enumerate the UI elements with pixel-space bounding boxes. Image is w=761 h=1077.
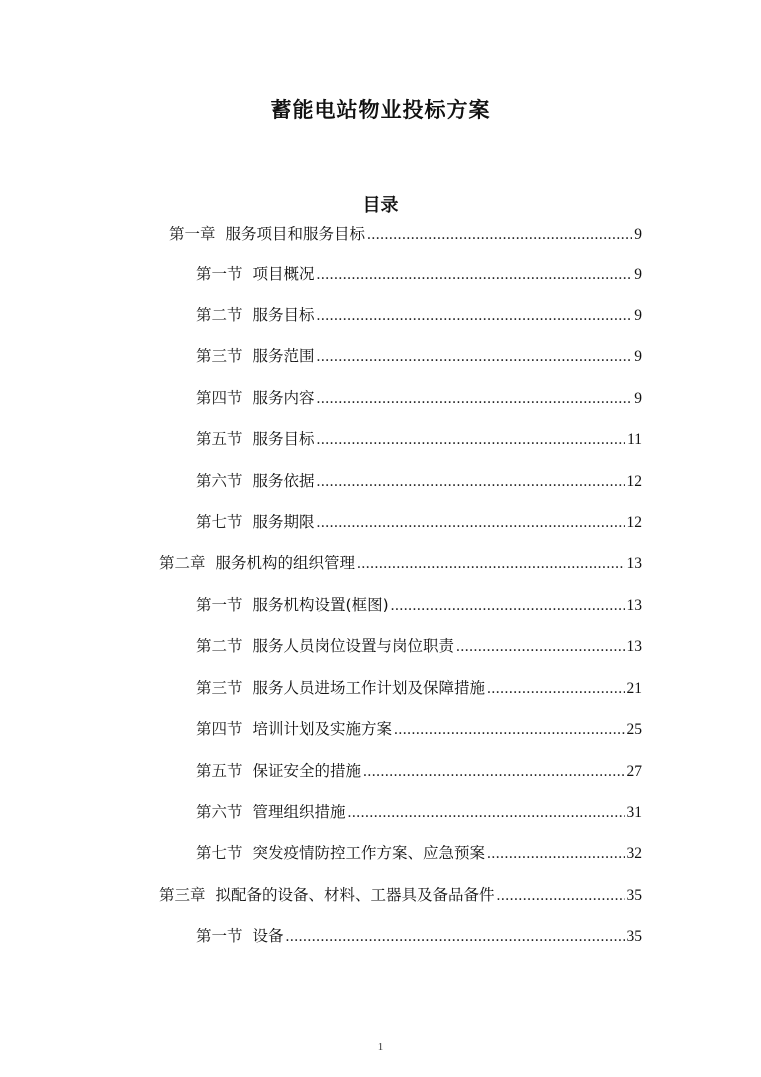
toc-entry-title: 服务项目和服务目标 bbox=[225, 225, 366, 243]
toc-entry-section[interactable] bbox=[196, 344, 642, 368]
toc-dot-leader bbox=[317, 348, 633, 366]
toc-entry-chapter[interactable] bbox=[159, 883, 642, 907]
toc-entry-title: 服务期限 bbox=[252, 513, 315, 531]
toc-entry-title: 拟配备的设备、材料、工器具及备品备件 bbox=[215, 886, 495, 904]
toc-heading: 目录 bbox=[362, 195, 399, 216]
toc-dot-leader bbox=[487, 845, 624, 863]
toc-entry-number: 第三节 bbox=[196, 679, 243, 697]
toc-entry-section[interactable] bbox=[196, 759, 642, 783]
toc-entry-page: 9 bbox=[634, 307, 642, 324]
toc-entry-number: 第一章 bbox=[169, 225, 216, 243]
toc-entry-page: 9 bbox=[634, 390, 642, 407]
toc-entry-page: 13 bbox=[626, 555, 642, 572]
toc-entry-number: 第四节 bbox=[196, 720, 243, 738]
toc-dot-leader bbox=[317, 431, 626, 449]
toc-entry-page: 9 bbox=[634, 348, 642, 365]
toc-dot-leader bbox=[363, 763, 624, 781]
toc-entry-title: 服务目标 bbox=[252, 430, 315, 448]
toc-entry-page: 12 bbox=[626, 514, 642, 531]
toc-dot-leader bbox=[394, 721, 624, 739]
toc-entry-page: 13 bbox=[626, 597, 642, 614]
toc-dot-leader bbox=[317, 473, 625, 491]
toc-entry-page: 31 bbox=[626, 804, 642, 821]
toc-dot-leader bbox=[317, 514, 625, 532]
toc-entry-title: 项目概况 bbox=[252, 265, 315, 283]
toc-entry-number: 第一节 bbox=[196, 927, 243, 945]
toc-entry-section[interactable] bbox=[196, 924, 642, 948]
toc-entry-section[interactable] bbox=[196, 303, 642, 327]
toc-entry-title: 管理组织措施 bbox=[252, 803, 346, 821]
toc-entry-chapter[interactable] bbox=[169, 222, 642, 246]
toc-dot-leader bbox=[286, 928, 625, 946]
toc-dot-leader bbox=[391, 597, 625, 615]
toc-entry-title: 服务内容 bbox=[252, 389, 315, 407]
toc-dot-leader bbox=[357, 555, 624, 573]
toc-entry-section[interactable] bbox=[196, 593, 642, 617]
toc-entry-title: 服务依据 bbox=[252, 472, 315, 490]
toc-entry-page: 11 bbox=[627, 431, 642, 448]
toc-entry-page: 32 bbox=[626, 845, 642, 862]
toc-entry-number: 第五节 bbox=[196, 430, 243, 448]
toc-entry-title: 培训计划及实施方案 bbox=[252, 720, 393, 738]
toc-entry-title: 突发疫情防控工作方案、应急预案 bbox=[252, 844, 486, 862]
toc-entry-number: 第一节 bbox=[196, 265, 243, 283]
toc-dot-leader bbox=[317, 266, 633, 284]
toc-entry-title: 保证安全的措施 bbox=[252, 762, 362, 780]
toc-entry-page: 25 bbox=[626, 721, 642, 738]
toc-dot-leader bbox=[317, 390, 633, 408]
toc-entry-title: 服务范围 bbox=[252, 347, 315, 365]
toc-entry-page: 9 bbox=[634, 226, 642, 243]
toc-entry-section[interactable] bbox=[196, 386, 642, 410]
toc-entry-title: 服务机构设置(框图) bbox=[252, 596, 389, 614]
toc-entry-title: 设备 bbox=[252, 927, 284, 945]
document-title: 蓄能电站物业投标方案 bbox=[270, 98, 491, 122]
toc-entry-number: 第五节 bbox=[196, 762, 243, 780]
toc-entry-section[interactable] bbox=[196, 800, 642, 824]
toc-entry-number: 第四节 bbox=[196, 389, 243, 407]
toc-dot-leader bbox=[497, 887, 625, 905]
toc-entry-page: 35 bbox=[626, 928, 642, 945]
toc-entry-number: 第三章 bbox=[159, 886, 206, 904]
toc-entry-number: 第六节 bbox=[196, 803, 243, 821]
toc-entry-number: 第二章 bbox=[159, 554, 206, 572]
toc-dot-leader bbox=[367, 226, 632, 244]
toc-entry-title: 服务人员进场工作计划及保障措施 bbox=[252, 679, 486, 697]
page-number: 1 bbox=[377, 1041, 384, 1053]
toc-entry-page: 12 bbox=[626, 473, 642, 490]
toc-entry-section[interactable] bbox=[196, 634, 642, 658]
toc-entry-chapter[interactable] bbox=[159, 551, 642, 575]
toc-entry-page: 13 bbox=[626, 638, 642, 655]
toc-entry-page: 27 bbox=[626, 763, 642, 780]
toc-entry-title: 服务人员岗位设置与岗位职责 bbox=[252, 637, 455, 655]
toc-entry-page: 21 bbox=[626, 680, 642, 697]
toc-entry-page: 9 bbox=[634, 266, 642, 283]
toc-entry-section[interactable] bbox=[196, 469, 642, 493]
toc-entry-section[interactable] bbox=[196, 717, 642, 741]
toc-dot-leader bbox=[348, 804, 625, 822]
toc-entry-section[interactable] bbox=[196, 427, 642, 451]
toc-entry-section[interactable] bbox=[196, 262, 642, 286]
toc-entry-number: 第七节 bbox=[196, 844, 243, 862]
toc-entry-page: 35 bbox=[626, 887, 642, 904]
toc-entry-number: 第七节 bbox=[196, 513, 243, 531]
toc-entry-number: 第二节 bbox=[196, 637, 243, 655]
toc-dot-leader bbox=[487, 680, 624, 698]
toc-entry-number: 第一节 bbox=[196, 596, 243, 614]
toc-dot-leader bbox=[317, 307, 633, 325]
toc-entry-section[interactable] bbox=[196, 510, 642, 534]
toc-entry-section[interactable] bbox=[196, 841, 642, 865]
toc-dot-leader bbox=[456, 638, 624, 656]
toc-entry-section[interactable] bbox=[196, 676, 642, 700]
toc-entry-title: 服务目标 bbox=[252, 306, 315, 324]
toc-entry-number: 第三节 bbox=[196, 347, 243, 365]
toc-entry-number: 第六节 bbox=[196, 472, 243, 490]
toc-entry-number: 第二节 bbox=[196, 306, 243, 324]
toc-entry-title: 服务机构的组织管理 bbox=[215, 554, 356, 572]
